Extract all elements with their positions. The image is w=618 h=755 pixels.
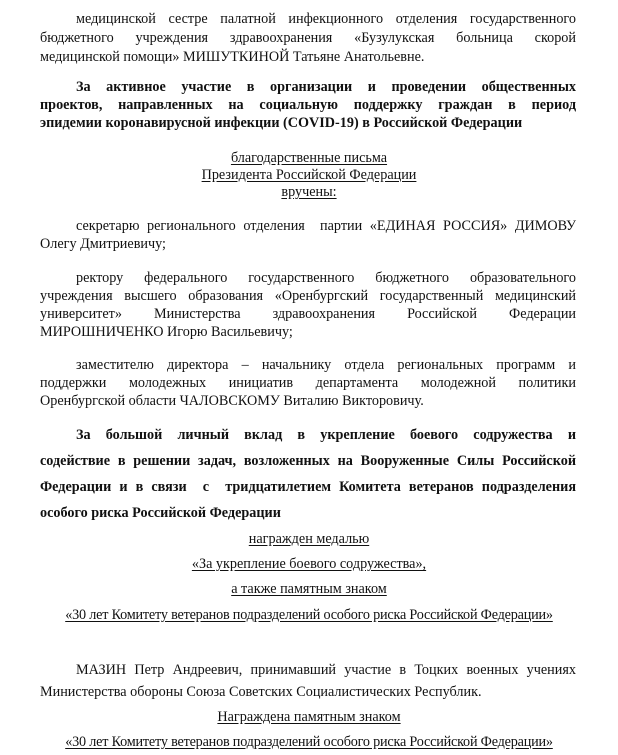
recipient-line: ректору федерального государственного бюджетного образовательного <box>76 270 576 286</box>
recipient-line: МИРОШНИЧЕНКО Игорю Васильевичу; <box>40 324 293 340</box>
award-title-line: Награждена памятным знаком <box>217 709 401 725</box>
recipient-line: Министерства обороны Союза Советских Социалистических Республик. <box>40 684 482 700</box>
award-title-line: «За укрепление боевого содружества», <box>191 556 427 572</box>
award-title-line: благодарственные письма <box>230 150 388 166</box>
award-title-line: а также памятным знаком <box>231 581 387 597</box>
recipient-line: поддержки молодежных инициатив департамента молодежной политики <box>40 375 576 391</box>
section-heading-line: эпидемии коронавирусной инфекции (COVID-19) в Российской Федерации <box>40 115 523 131</box>
recipient-line: МАЗИН Петр Андреевич, принимавший участие в Тоцких военных учениях <box>76 662 576 678</box>
section-heading-line: особого риска Российской Федерации <box>40 505 281 521</box>
recipient-line: университет» Министерства здравоохранения Российской Федерации <box>40 306 576 322</box>
paragraph-line: медицинской сестре палатной инфекционного отделения государственного <box>76 11 576 27</box>
recipient-line: секретарю регионального отделения партии «ЕДИНАЯ РОССИЯ» ДИМОВУ <box>76 218 576 234</box>
award-title-line: вручены: <box>281 184 337 200</box>
award-title-line: Президента Российской Федерации <box>201 167 417 183</box>
award-title-line: награжден медалью <box>248 531 370 547</box>
award-title-line: «30 лет Комитету ветеранов подразделений особого риска Российской Федерации» <box>65 734 553 750</box>
paragraph-line: бюджетного учреждения здравоохранения «Бузулукская больница скорой <box>40 30 576 46</box>
recipient-line: учреждения высшего образования «Оренбургский государственный медицинский <box>40 288 576 304</box>
award-title-line: «30 лет Комитету ветеранов подразделений особого риска Российской Федерации» <box>65 607 553 623</box>
recipient-line: заместителю директора – начальнику отдела региональных программ и <box>76 357 576 373</box>
section-heading-line: Федерации и в связи с тридцатилетием Комитета ветеранов подразделения <box>40 479 576 495</box>
recipient-line: Олегу Дмитриевичу; <box>40 236 166 252</box>
recipient-line: Оренбургской области ЧАЛОВСКОМУ Виталию Викторовичу. <box>40 393 424 409</box>
section-heading-line: За большой личный вклад в укрепление боевого содружества и <box>76 427 576 443</box>
section-heading-line: содействие в решении задач, возложенных на Вооруженные Силы Российской <box>40 453 576 469</box>
section-heading-line: За активное участие в организации и проведении общественных <box>76 79 576 95</box>
paragraph-line: медицинской помощи» МИШУТКИНОЙ Татьяне Анатольевне. <box>40 49 425 65</box>
section-heading-line: проектов, направленных на социальную поддержку граждан в период <box>40 97 576 113</box>
